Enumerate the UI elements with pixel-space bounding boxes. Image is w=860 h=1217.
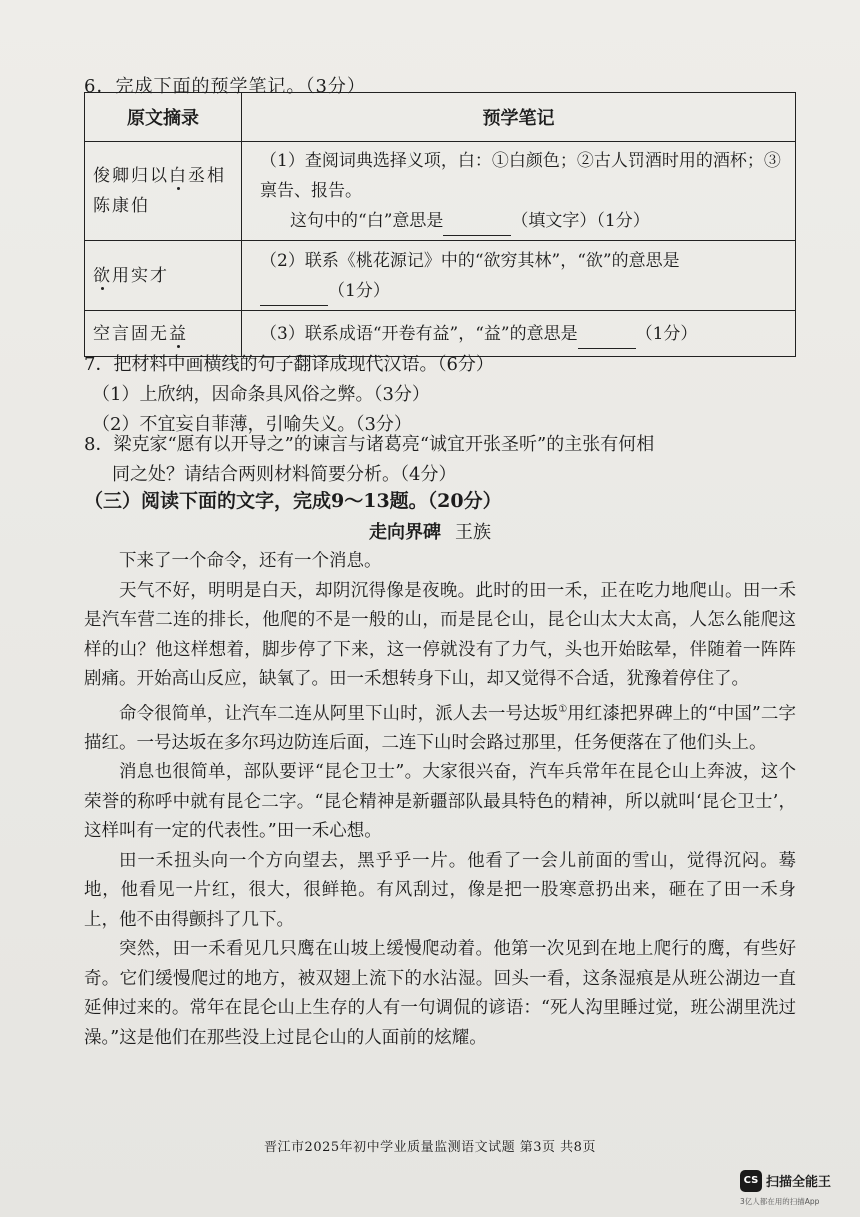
question-8-line-1: 8．梁克家“愿有以开导之”的谏言与诸葛亮“诚宜开张圣听”的主张有何相 [84,434,655,455]
question-8 [84,430,796,490]
paragraph: 突然，田一禾看见几只鹰在山坡上缓慢爬动着。他第一次见到在地上爬行的鹰，有些好奇。它们缓慢爬过的地方，被双翅上流下的水沾湿。回头一看，这条湿痕是从班公湖边一直延伸过来的。常年在昆仑山上生存的人有一句调侃的谚语：“死人沟里睡过觉，班公湖里洗过澡。”这是他们在那些没上过昆仑山的人面前的炫耀。 [84,939,796,1048]
question-6-heading: 6．完成下面的预学笔记。（3分） [84,76,366,97]
watermark-name: 扫描全能王 [766,1175,832,1190]
camscanner-logo-icon: CS [740,1170,762,1192]
question-7-sentence-2: （2）不宜妄自菲薄，引喻失义。（3分） [92,414,412,435]
note-2: （2）联系《桃花源记》中的“欲穷其林”，“欲”的意思是 （1分） [242,241,796,311]
source-excerpt-3: 空言固无益 [85,311,242,357]
scanner-watermark [740,1166,852,1206]
question-8-line-2: 同之处？请结合两则材料简要分析。（4分） [112,464,457,485]
question-7-sentence-1: （1）上欣纳，因命条具风俗之弊。（3分） [92,384,430,405]
article-title: 走向界碑 王族 [369,522,491,543]
note-3: （3）联系成语“开卷有益”，“益”的意思是 （1分） [242,311,796,357]
answer-blank-3[interactable] [578,328,636,349]
page-footer: 晋江市2025年初中学业质量监测语文试题 第3页 共8页 [264,1140,596,1155]
note-1: （1）查阅词典选择义项，白：①白颜色；②古人罚酒时用的酒杯；③禀告、报告。 这句中的“白”意思是 （填文字）（1分） [242,142,796,241]
section-3-heading: （三）阅读下面的文字，完成9～13题。（20分） [84,490,502,512]
table-row [85,241,796,311]
question-7 [84,350,796,440]
watermark-tagline: 3亿人都在用的扫描App [740,1197,820,1206]
column-header-notes: 预学笔记 [242,93,796,142]
paragraph: 命令很简单，让汽车二连从阿里下山时，派人去一号达坂①用红漆把界碑上的“中国”二字描红。一号达坂在多尔玛边防连后面，二连下山时会路过那里，任务便落在了他们头上。 [84,703,797,753]
table-row [85,142,796,241]
dotted-character: 白 [169,166,188,186]
source-excerpt-2: 欲用实才 [85,241,242,311]
question-7-heading: 7．把材料中画横线的句子翻译成现代汉语。（6分） [84,354,494,375]
paragraph: 消息也很简单，部队要评“昆仑卫士”。大家很兴奋，汽车兵常年在昆仑山上奔波，这个荣誉的称呼中就有昆仑二字。“昆仑精神是新疆部队最具特色的精神，所以就叫‘昆仑卫士’，这样叫有一定的代表性。”田一禾心想。 [84,762,796,842]
prestudy-notes-table [84,92,796,357]
paragraph: 天气不好，明明是白天，却阴沉得像是夜晚。此时的田一禾，正在吃力地爬山。田一禾是汽车营二连的排长，他爬的不是一般的山，而是昆仑山，昆仑山太大太高，人怎么能爬这样的山？他这样想着，脚步停了下来，这一停就没有了力气，头也开始眩晕，伴随着一阵阵剧痛。开始高山反应，缺氧了。田一禾想转身下山，却又觉得不合适，犹豫着停住了。 [84,580,796,689]
paragraph: 下来了一个命令，还有一个消息。 [119,551,382,571]
dotted-character: 益 [169,323,188,344]
source-excerpt-1: 俊卿归以白丞相陈康伯 [85,142,242,241]
answer-blank-1[interactable] [443,215,511,236]
footnote-marker: ① [558,703,568,715]
table-header-row [85,93,796,142]
column-header-source: 原文摘录 [85,93,242,142]
paragraph: 田一禾扭头向一个方向望去，黑乎乎一片。他看了一会儿前面的雪山，觉得沉闷。蓦地，他看见一片红，很大，很鲜艳。有风刮过，像是把一股寒意扔出来，砸在了田一禾身上，他不由得颤抖了几下。 [84,850,796,930]
article-author: 王族 [455,522,491,543]
dotted-character: 欲 [93,265,112,286]
answer-blank-2[interactable] [260,285,328,306]
article-body [84,547,796,1053]
